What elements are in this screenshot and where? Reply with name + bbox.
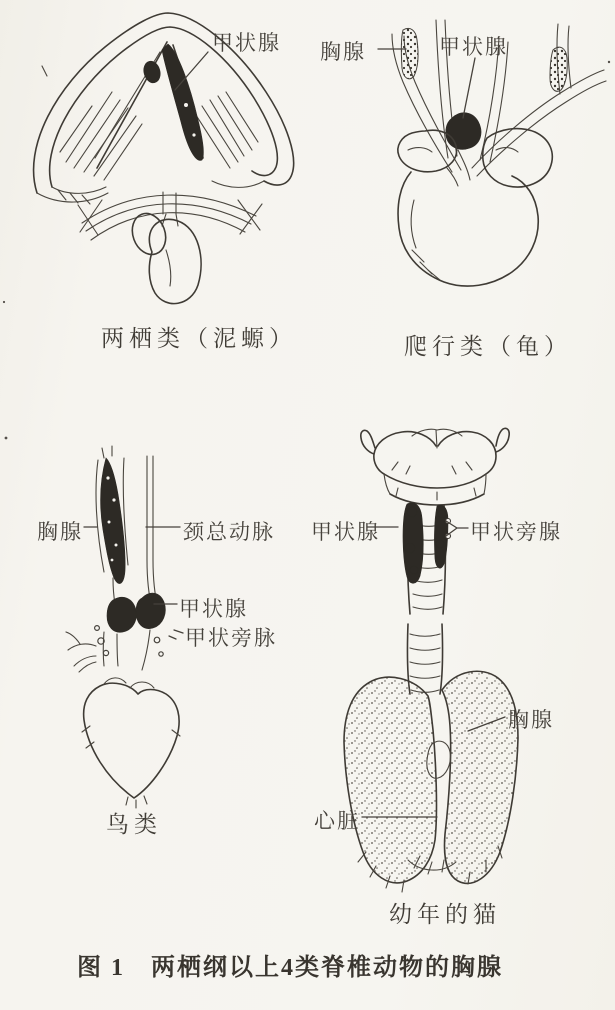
- scan-specks: [3, 61, 610, 440]
- label-amphibian-thyroid: 甲状腺: [212, 31, 281, 55]
- cat-larynx: [361, 428, 509, 505]
- caption-bird: 鸟类: [106, 812, 162, 837]
- leader-reptile-thyroid: [463, 58, 475, 118]
- gill-arches: [78, 192, 262, 240]
- leader-bird-parathyroid: [174, 630, 183, 633]
- figure-caption: 图 1 两栖纲以上4类脊椎动物的胸腺: [77, 955, 503, 981]
- amphibian-heart: [127, 209, 201, 304]
- leader-bird-parathyroid: [169, 636, 176, 639]
- bird-carotid-artery: [147, 456, 158, 608]
- label-cat-heart: 心脏: [314, 809, 360, 833]
- wing-hatching: [58, 92, 258, 204]
- label-bird-parathyroid: 甲状旁脉: [185, 626, 277, 650]
- caption-reptile: 爬行类（龟）: [404, 334, 572, 359]
- bird-thymus-lower-blob: [107, 597, 136, 632]
- caption-amphibian: 两栖类（泥螈）: [101, 326, 297, 351]
- label-bird-carotid-artery: 颈总动脉: [183, 520, 275, 544]
- label-leader-lines: [84, 49, 505, 817]
- bird-heart: [82, 678, 180, 808]
- label-reptile-thyroid: 甲状腺: [439, 35, 508, 59]
- label-cat-thyroid: 甲状腺: [311, 520, 380, 544]
- bird-thymus-band: [101, 458, 126, 584]
- label-bird-thyroid: 甲状腺: [179, 597, 248, 621]
- label-cat-thymus: 胸腺: [508, 708, 554, 732]
- amphibian-thymus-band: [162, 44, 203, 160]
- bird-thyroid-blob: [136, 593, 165, 629]
- label-reptile-thymus: 胸腺: [320, 40, 366, 64]
- label-cat-parathyroid: 甲状旁腺: [470, 520, 562, 544]
- reptile-heart: [398, 129, 552, 286]
- cat-drawing: [344, 428, 518, 892]
- cat-thymus: [344, 671, 518, 892]
- bird-drawing: [66, 446, 180, 808]
- caption-cat: 幼年的猫: [389, 902, 501, 927]
- label-bird-thymus: 胸腺: [37, 520, 83, 544]
- leader-cat-parathyroid: [446, 521, 468, 536]
